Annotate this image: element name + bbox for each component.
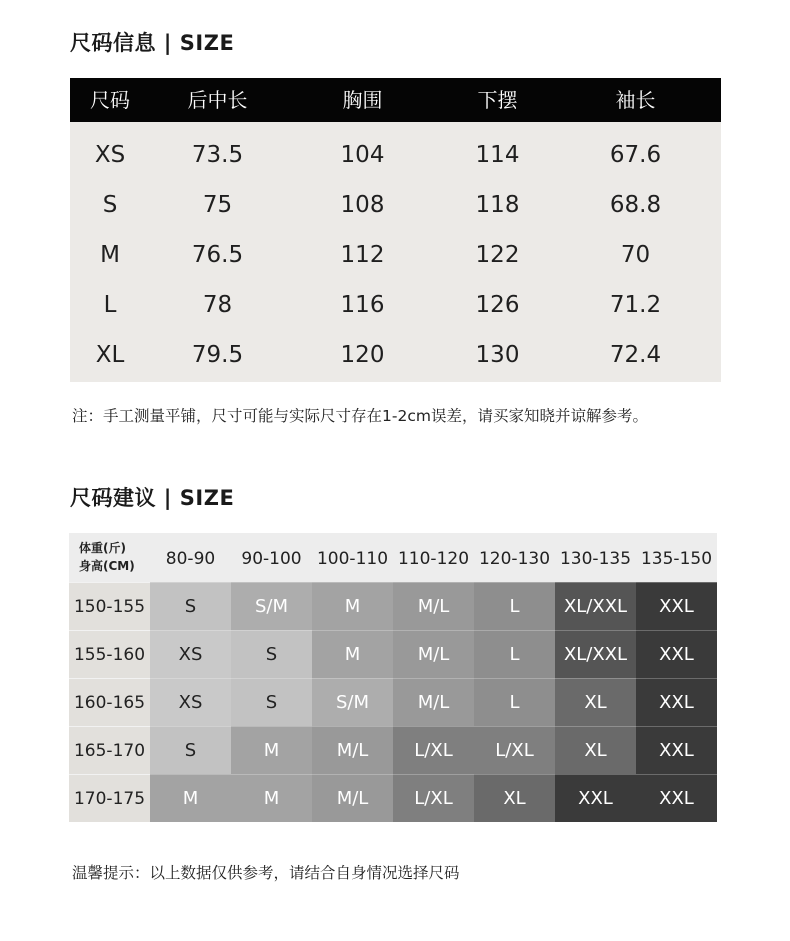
size-info-row <box>70 130 721 180</box>
size-recommendation-cell: M <box>312 582 393 630</box>
size-recommendation-cell: M <box>312 630 393 678</box>
header-hem: 下摆 <box>477 88 518 112</box>
size-info-cell: M <box>100 242 120 268</box>
header-size: 尺码 <box>90 88 130 112</box>
size-info-cell: XL <box>95 342 125 368</box>
size-info-cell: 112 <box>340 242 385 268</box>
size-recommendation-cell: S/M <box>231 582 312 630</box>
size-info-cell: 114 <box>475 142 520 168</box>
size-recommendation-cell: XL <box>555 726 636 774</box>
size-info-row <box>70 280 721 330</box>
size-recommendation-cell: XL <box>555 678 636 726</box>
size-info-cell: 122 <box>475 242 520 268</box>
size-info-cell: 120 <box>340 342 385 368</box>
size-info-header <box>70 78 721 122</box>
size-advice-title: 尺码建议 | SIZE <box>70 486 235 510</box>
size-recommendation-cell: XL <box>474 774 555 822</box>
header-chest: 胸围 <box>342 88 383 112</box>
size-info-cell: 70 <box>620 242 651 268</box>
size-info-row <box>70 230 721 280</box>
weight-column-header: 80-90 <box>165 549 216 569</box>
size-info-cell: 126 <box>475 292 520 318</box>
size-recommendation-cell: S <box>150 582 231 630</box>
size-recommendation-cell: M/L <box>393 582 474 630</box>
height-row-header: 155-160 <box>69 630 150 678</box>
size-recommendation-cell: S/M <box>312 678 393 726</box>
size-recommendation-cell: M/L <box>312 726 393 774</box>
size-recommendation-cell: XXL <box>636 582 717 630</box>
size-recommendation-cell: M <box>231 726 312 774</box>
size-recommendation-cell: L/XL <box>393 774 474 822</box>
header-back-length: 后中长 <box>187 88 248 112</box>
size-recommendation-cell: XXL <box>636 726 717 774</box>
height-row-header: 150-155 <box>69 582 150 630</box>
size-recommendation-cell: L/XL <box>474 726 555 774</box>
size-recommendation-cell: XXL <box>555 774 636 822</box>
size-info-cell: 108 <box>340 192 385 218</box>
size-info-cell: L <box>103 292 117 318</box>
size-info-cell: 76.5 <box>191 242 244 268</box>
height-row-header: 170-175 <box>69 774 150 822</box>
size-info-cell: 130 <box>475 342 520 368</box>
weight-column-header: 120-130 <box>478 549 551 569</box>
size-recommendation-cell: M/L <box>312 774 393 822</box>
size-recommendation-cell: M <box>231 774 312 822</box>
size-recommendation-cell: M <box>150 774 231 822</box>
size-recommendation-cell: XXL <box>636 678 717 726</box>
size-recommendation-cell: XXL <box>636 774 717 822</box>
size-info-cell: 72.4 <box>609 342 662 368</box>
weight-column-header: 100-110 <box>316 549 389 569</box>
size-info-title: 尺码信息 | SIZE <box>70 31 235 55</box>
size-info-cell: 118 <box>475 192 520 218</box>
size-recommendation-cell: M/L <box>393 678 474 726</box>
size-recommendation-cell: M/L <box>393 630 474 678</box>
size-info-body <box>70 122 721 382</box>
size-info-cell: 68.8 <box>609 192 662 218</box>
weight-axis-label: 体重(斤) <box>79 541 126 555</box>
size-info-row <box>70 330 721 380</box>
size-info-row <box>70 180 721 230</box>
size-recommendation-cell: S <box>231 678 312 726</box>
tip-note: 温馨提示：以上数据仅供参考，请结合自身情况选择尺码 <box>72 864 460 882</box>
size-recommendation-cell: XXL <box>636 630 717 678</box>
size-info-cell: 67.6 <box>609 142 662 168</box>
corner-label <box>69 533 150 582</box>
size-info-cell: 71.2 <box>609 292 662 318</box>
weight-column-header: 130-135 <box>559 549 632 569</box>
size-info-cell: XS <box>94 142 126 168</box>
size-recommendation-cell: XL/XXL <box>555 582 636 630</box>
size-info-table <box>70 78 721 382</box>
weight-column-header: 110-120 <box>397 549 470 569</box>
size-recommendation-cell: XS <box>150 678 231 726</box>
size-info-cell: 104 <box>340 142 385 168</box>
weight-column-header: 90-100 <box>241 549 302 569</box>
size-recommendation-cell: S <box>231 630 312 678</box>
size-info-cell: 75 <box>202 192 233 218</box>
size-recommendation-cell: L <box>474 678 555 726</box>
size-info-cell: 78 <box>202 292 233 318</box>
measurement-note: 注：手工测量平铺，尺寸可能与实际尺寸存在1-2cm误差，请买家知晓并谅解参考。 <box>72 407 648 425</box>
size-recommendation-cell: S <box>150 726 231 774</box>
height-axis-label: 身高(CM) <box>79 559 135 573</box>
size-recommendation-cell: XS <box>150 630 231 678</box>
size-recommendation-cell: L <box>474 630 555 678</box>
size-info-cell: 116 <box>340 292 385 318</box>
size-recommendation-cell: L/XL <box>393 726 474 774</box>
size-info-cell: 79.5 <box>191 342 244 368</box>
header-sleeve: 袖长 <box>615 88 656 112</box>
height-row-header: 165-170 <box>69 726 150 774</box>
size-recommendation-cell: L <box>474 582 555 630</box>
height-row-header: 160-165 <box>69 678 150 726</box>
size-info-cell: 73.5 <box>191 142 244 168</box>
weight-column-header: 135-150 <box>640 549 713 569</box>
size-info-cell: S <box>102 192 118 218</box>
size-recommendation-cell: XL/XXL <box>555 630 636 678</box>
